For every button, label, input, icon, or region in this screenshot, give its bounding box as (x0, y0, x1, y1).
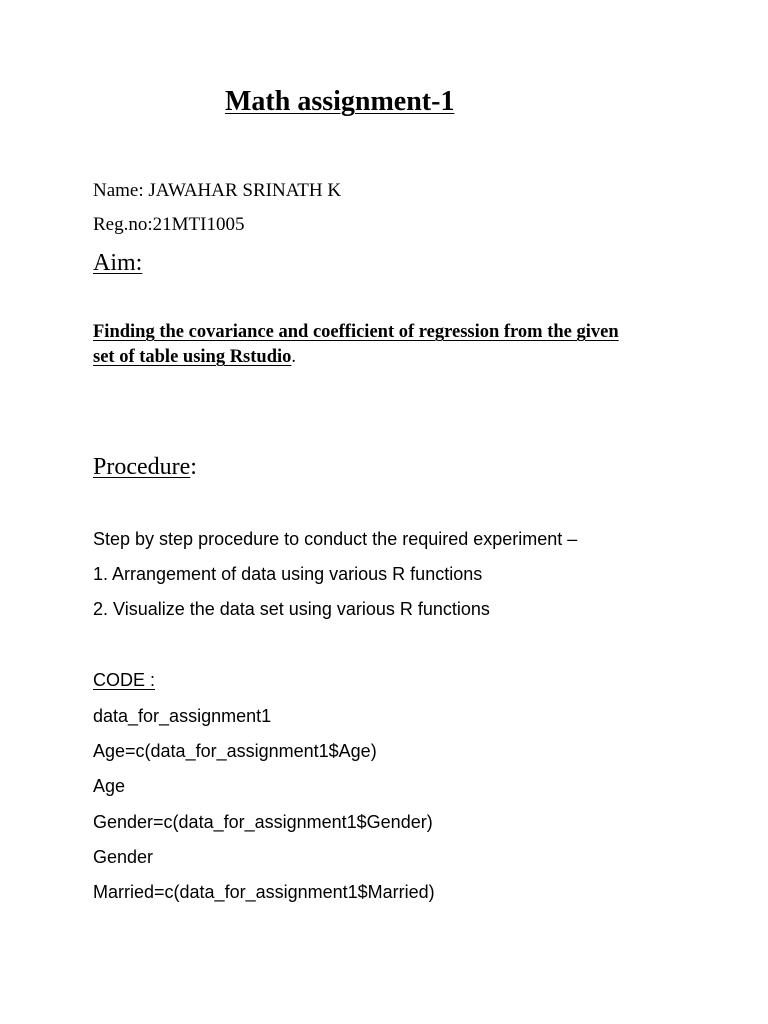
aim-text-line-2-main: set of table using Rstudio (93, 347, 292, 367)
code-line: Gender (93, 847, 154, 867)
code-heading: CODE : (93, 670, 156, 690)
aim-text-line-1: Finding the covariance and coefficient of regression from the given (93, 322, 619, 342)
code-line: Married=c(data_for_assignment1$Married) (93, 882, 435, 902)
student-name: Name: JAWAHAR SRINATH K (93, 180, 342, 201)
procedure-heading-row (93, 454, 197, 481)
aim-text-line-2-period: . (291, 347, 297, 367)
code-line: data_for_assignment1 (93, 706, 272, 726)
aim-text-line-2 (93, 347, 296, 368)
document-title: Math assignment-1 (225, 86, 455, 117)
registration-number: Reg.no:21MTI1005 (93, 214, 245, 235)
procedure-heading-colon: : (190, 454, 197, 480)
procedure-step-2: 2. Visualize the data set using various R functions (93, 599, 490, 619)
aim-heading: Aim: (93, 250, 143, 276)
code-line: Age=c(data_for_assignment1$Age) (93, 741, 377, 761)
procedure-step-1: 1. Arrangement of data using various R functions (93, 564, 483, 584)
procedure-heading: Procedure (93, 454, 191, 480)
procedure-intro: Step by step procedure to conduct the required experiment – (93, 529, 578, 549)
code-line: Age (93, 776, 126, 796)
code-line: Gender=c(data_for_assignment1$Gender) (93, 812, 433, 832)
